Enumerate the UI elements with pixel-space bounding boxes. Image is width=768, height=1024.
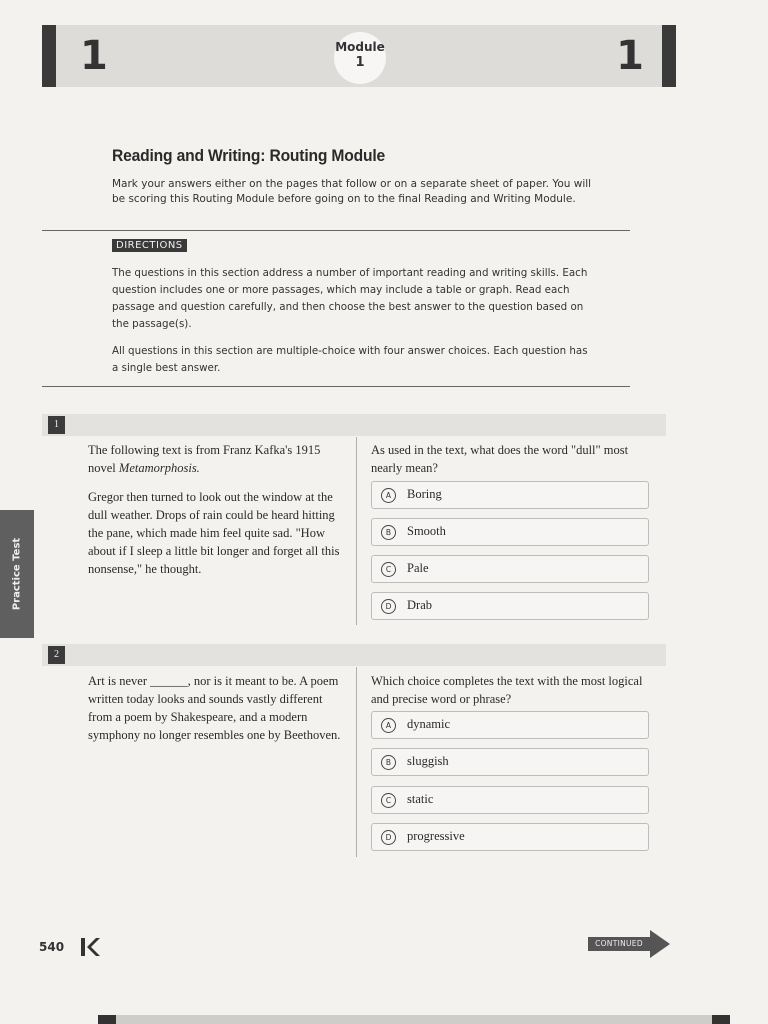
bottom-bar-right xyxy=(712,1015,730,1024)
arrow-right-icon xyxy=(650,930,670,958)
question-1-number: 1 xyxy=(48,416,65,434)
choice-text: Boring xyxy=(407,487,442,501)
choice-text: Drab xyxy=(407,598,432,612)
choice-bubble[interactable]: D xyxy=(381,599,396,614)
section-title: Reading and Writing: Routing Module xyxy=(112,146,386,165)
question-2-passage xyxy=(88,672,344,755)
question-1-source xyxy=(88,441,344,477)
question-2-choice-c[interactable] xyxy=(371,786,649,814)
header-bar-left xyxy=(42,25,56,87)
choice-text: static xyxy=(407,792,434,806)
source-title: Metamorphosis. xyxy=(118,461,200,475)
choice-bubble[interactable]: C xyxy=(381,793,396,808)
header-bar-right xyxy=(662,25,676,87)
question-2-choice-d[interactable] xyxy=(371,823,649,851)
choice-bubble[interactable]: D xyxy=(381,830,396,845)
bottom-bar-left xyxy=(98,1015,116,1024)
side-tab-label: Practice Test xyxy=(11,537,23,611)
question-1-divider xyxy=(356,437,357,625)
question-2-choice-a[interactable] xyxy=(371,711,649,739)
question-2-stem: Which choice completes the text with the most logical and precise word or phrase? xyxy=(371,674,643,706)
section-intro: Mark your answers either on the pages that follow or on a separate sheet of paper. You will be scoring this Routing Module before going on to the final Reading and Writing Module. xyxy=(112,178,592,205)
question-1-choice-b[interactable] xyxy=(371,518,649,546)
choice-text: dynamic xyxy=(407,717,451,731)
question-2-divider xyxy=(356,667,357,857)
choice-text: Smooth xyxy=(407,524,446,538)
choice-bubble[interactable]: A xyxy=(381,488,396,503)
directions-label: DIRECTIONS xyxy=(112,239,187,252)
question-1-band xyxy=(42,414,666,436)
divider-bottom xyxy=(42,386,630,387)
directions-paragraph-1: The questions in this section address a number of important reading and writing skills. Each question includes one or more passages, which may include a table or graph. Read each passage and question carefully, and then choose the best answer to the question based on the passage(s). xyxy=(112,267,588,330)
directions-paragraph-2: All questions in this section are multiple-choice with four answer choices. Each question has a single best answer. xyxy=(112,345,588,374)
module-label: Module xyxy=(335,40,385,54)
choice-text: Pale xyxy=(407,561,429,575)
continued-arrow xyxy=(588,930,672,958)
question-1-choice-c[interactable] xyxy=(371,555,649,583)
section-number-right: 1 xyxy=(616,33,644,79)
module-header xyxy=(42,25,676,87)
question-1-passage-text: Gregor then turned to look out the window at the dull weather. Drops of rain could be heard hitting the pane, which made him feel quite sad. "How about if I sleep a little bit longer and forget all this nonsense," he thought. xyxy=(88,490,340,576)
continued-label: CONTINUED xyxy=(588,937,650,951)
module-number: 1 xyxy=(355,55,365,70)
question-2-band xyxy=(42,644,666,666)
source-text: The following text is from Franz Kafka's 1915 novel xyxy=(88,443,321,475)
question-1-choice-a[interactable] xyxy=(371,481,649,509)
choice-text: progressive xyxy=(407,829,465,843)
question-2-choice-b[interactable] xyxy=(371,748,649,776)
page-number: 540 xyxy=(39,940,65,954)
choice-bubble[interactable]: C xyxy=(381,562,396,577)
choice-bubble[interactable]: B xyxy=(381,755,396,770)
choice-bubble[interactable]: A xyxy=(381,718,396,733)
question-1-passage xyxy=(88,441,344,589)
question-2-passage-text: Art is never ______, nor is it meant to be. A poem written today looks and sounds vastly different from a poem by Shakespeare, and a modern symphony no longer resembles one by Beethoven. xyxy=(88,674,341,742)
divider-top xyxy=(42,230,630,231)
question-1-choice-d[interactable] xyxy=(371,592,649,620)
practice-test-side-tab xyxy=(0,510,34,638)
question-1-stem: As used in the text, what does the word "dull" most nearly mean? xyxy=(371,443,629,475)
choice-bubble[interactable]: B xyxy=(381,525,396,540)
question-2-number: 2 xyxy=(48,646,65,664)
kaplan-k-logo-icon xyxy=(80,936,102,958)
choice-text: sluggish xyxy=(407,754,449,768)
next-page-edge xyxy=(98,1015,730,1024)
module-badge xyxy=(334,32,386,84)
section-number-left: 1 xyxy=(80,33,108,79)
